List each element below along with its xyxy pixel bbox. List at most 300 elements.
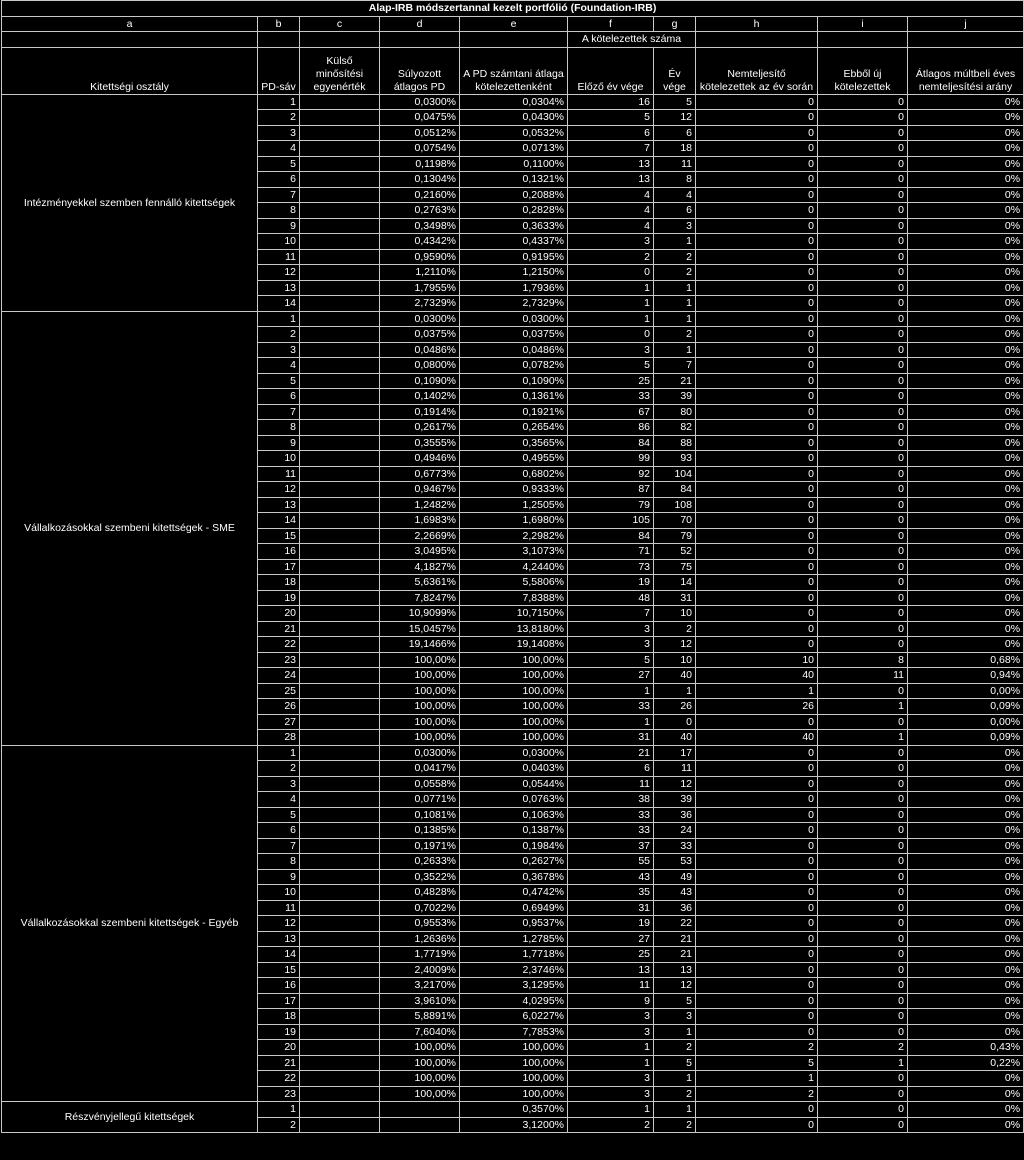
year-end-cell: 11 — [654, 761, 696, 777]
weighted-avg-pd-cell: 0,1198% — [380, 156, 460, 172]
avg-default-rate-cell: 0% — [908, 203, 1024, 219]
arith-avg-pd-cell: 0,3570% — [460, 1102, 568, 1118]
external-rating-cell — [300, 420, 380, 436]
avg-default-rate-cell: 0% — [908, 792, 1024, 808]
external-rating-cell — [300, 900, 380, 916]
pd-band-cell: 13 — [258, 280, 300, 296]
avg-default-rate-cell: 0% — [908, 900, 1024, 916]
defaulted-cell: 0 — [696, 358, 818, 374]
defaulted-cell: 0 — [696, 978, 818, 994]
weighted-avg-pd-cell: 100,00% — [380, 1055, 460, 1071]
defaulted-cell: 1 — [696, 1071, 818, 1087]
external-rating-cell — [300, 730, 380, 746]
weighted-avg-pd-cell: 0,3522% — [380, 869, 460, 885]
year-end-cell: 1 — [654, 280, 696, 296]
avg-default-rate-cell: 0% — [908, 125, 1024, 141]
prev-year-end-cell: 1 — [568, 280, 654, 296]
avg-default-rate-cell: 0,00% — [908, 683, 1024, 699]
pd-band-cell: 6 — [258, 172, 300, 188]
weighted-avg-pd-cell: 0,2160% — [380, 187, 460, 203]
arith-avg-pd-cell: 2,3746% — [460, 962, 568, 978]
new-obligors-cell: 0 — [818, 218, 908, 234]
prev-year-end-cell: 11 — [568, 776, 654, 792]
defaulted-cell: 0 — [696, 745, 818, 761]
year-end-cell: 40 — [654, 668, 696, 684]
avg-default-rate-cell: 0% — [908, 342, 1024, 358]
exposure-class-cell: Részvényjellegű kitettségek — [2, 1102, 258, 1133]
arith-avg-pd-cell: 1,7936% — [460, 280, 568, 296]
blank-cell — [300, 32, 380, 48]
year-end-cell: 39 — [654, 389, 696, 405]
year-end-cell: 12 — [654, 776, 696, 792]
prev-year-end-cell: 33 — [568, 807, 654, 823]
prev-year-end-cell: 0 — [568, 327, 654, 343]
header-defaulted: Nemteljesítő kötelezettek az év során — [696, 47, 818, 94]
external-rating-cell — [300, 885, 380, 901]
column-letter: f — [568, 16, 654, 32]
new-obligors-cell: 0 — [818, 885, 908, 901]
prev-year-end-cell: 4 — [568, 218, 654, 234]
pd-band-cell: 15 — [258, 962, 300, 978]
avg-default-rate-cell: 0% — [908, 280, 1024, 296]
year-end-cell: 8 — [654, 172, 696, 188]
external-rating-cell — [300, 482, 380, 498]
new-obligors-cell: 0 — [818, 1009, 908, 1025]
arith-avg-pd-cell: 0,0430% — [460, 110, 568, 126]
pd-band-cell: 1 — [258, 745, 300, 761]
year-end-cell: 93 — [654, 451, 696, 467]
defaulted-cell: 0 — [696, 761, 818, 777]
weighted-avg-pd-cell: 100,00% — [380, 714, 460, 730]
year-end-cell: 2 — [654, 1117, 696, 1133]
new-obligors-cell: 0 — [818, 125, 908, 141]
year-end-cell: 43 — [654, 885, 696, 901]
avg-default-rate-cell: 0% — [908, 327, 1024, 343]
column-letter: b — [258, 16, 300, 32]
avg-default-rate-cell: 0% — [908, 389, 1024, 405]
year-end-cell: 1 — [654, 1102, 696, 1118]
prev-year-end-cell: 33 — [568, 389, 654, 405]
defaulted-cell: 0 — [696, 482, 818, 498]
avg-default-rate-cell: 0% — [908, 172, 1024, 188]
year-end-cell: 104 — [654, 466, 696, 482]
weighted-avg-pd-cell: 19,1466% — [380, 637, 460, 653]
pd-band-cell: 8 — [258, 203, 300, 219]
year-end-cell: 21 — [654, 947, 696, 963]
weighted-avg-pd-cell: 100,00% — [380, 668, 460, 684]
external-rating-cell — [300, 358, 380, 374]
pd-band-cell: 3 — [258, 342, 300, 358]
year-end-cell: 10 — [654, 606, 696, 622]
year-end-cell: 40 — [654, 730, 696, 746]
external-rating-cell — [300, 559, 380, 575]
external-rating-cell — [300, 218, 380, 234]
arith-avg-pd-cell: 100,00% — [460, 668, 568, 684]
pd-band-cell: 3 — [258, 125, 300, 141]
pd-band-cell: 13 — [258, 497, 300, 513]
pd-band-cell: 22 — [258, 1071, 300, 1087]
avg-default-rate-cell: 0% — [908, 962, 1024, 978]
obligors-group-header: A kötelezettek száma — [568, 32, 696, 48]
external-rating-cell — [300, 373, 380, 389]
new-obligors-cell: 0 — [818, 358, 908, 374]
arith-avg-pd-cell: 0,0304% — [460, 94, 568, 110]
new-obligors-cell: 0 — [818, 916, 908, 932]
new-obligors-cell: 0 — [818, 187, 908, 203]
avg-default-rate-cell: 0% — [908, 745, 1024, 761]
arith-avg-pd-cell: 100,00% — [460, 1055, 568, 1071]
header-new-obligors: Ebből új kötelezettek — [818, 47, 908, 94]
external-rating-cell — [300, 699, 380, 715]
pd-band-cell: 11 — [258, 249, 300, 265]
arith-avg-pd-cell: 7,7853% — [460, 1024, 568, 1040]
arith-avg-pd-cell: 2,2982% — [460, 528, 568, 544]
defaulted-cell: 0 — [696, 575, 818, 591]
external-rating-cell — [300, 1024, 380, 1040]
weighted-avg-pd-cell: 4,1827% — [380, 559, 460, 575]
prev-year-end-cell: 5 — [568, 652, 654, 668]
arith-avg-pd-cell: 0,1100% — [460, 156, 568, 172]
avg-default-rate-cell: 0,09% — [908, 730, 1024, 746]
defaulted-cell: 0 — [696, 993, 818, 1009]
year-end-cell: 31 — [654, 590, 696, 606]
avg-default-rate-cell: 0% — [908, 885, 1024, 901]
prev-year-end-cell: 3 — [568, 637, 654, 653]
defaulted-cell: 5 — [696, 1055, 818, 1071]
weighted-avg-pd-cell: 15,0457% — [380, 621, 460, 637]
column-letter: a — [2, 16, 258, 32]
weighted-avg-pd-cell: 0,1971% — [380, 838, 460, 854]
external-rating-cell — [300, 792, 380, 808]
weighted-avg-pd-cell: 0,2763% — [380, 203, 460, 219]
avg-default-rate-cell: 0% — [908, 621, 1024, 637]
new-obligors-cell: 0 — [818, 327, 908, 343]
avg-default-rate-cell: 0% — [908, 590, 1024, 606]
year-end-cell: 1 — [654, 683, 696, 699]
year-end-cell: 22 — [654, 916, 696, 932]
group-header-row — [2, 32, 1024, 48]
weighted-avg-pd-cell: 0,0300% — [380, 311, 460, 327]
defaulted-cell: 0 — [696, 590, 818, 606]
prev-year-end-cell: 27 — [568, 668, 654, 684]
weighted-avg-pd-cell: 0,9553% — [380, 916, 460, 932]
avg-default-rate-cell: 0% — [908, 187, 1024, 203]
avg-default-rate-cell: 0% — [908, 1086, 1024, 1102]
defaulted-cell: 40 — [696, 668, 818, 684]
year-end-cell: 39 — [654, 792, 696, 808]
new-obligors-cell: 0 — [818, 962, 908, 978]
arith-avg-pd-cell: 4,0295% — [460, 993, 568, 1009]
new-obligors-cell: 0 — [818, 94, 908, 110]
avg-default-rate-cell: 0% — [908, 218, 1024, 234]
avg-default-rate-cell: 0% — [908, 249, 1024, 265]
pd-band-cell: 5 — [258, 807, 300, 823]
arith-avg-pd-cell: 100,00% — [460, 699, 568, 715]
new-obligors-cell: 0 — [818, 869, 908, 885]
avg-default-rate-cell: 0% — [908, 513, 1024, 529]
pd-band-cell: 14 — [258, 947, 300, 963]
external-rating-cell — [300, 296, 380, 312]
external-rating-cell — [300, 1086, 380, 1102]
year-end-cell: 70 — [654, 513, 696, 529]
weighted-avg-pd-cell: 0,2633% — [380, 854, 460, 870]
title-row — [2, 1, 1024, 17]
column-letter: d — [380, 16, 460, 32]
pd-band-cell: 23 — [258, 652, 300, 668]
defaulted-cell: 2 — [696, 1040, 818, 1056]
new-obligors-cell: 0 — [818, 311, 908, 327]
external-rating-cell — [300, 637, 380, 653]
new-obligors-cell: 0 — [818, 234, 908, 250]
new-obligors-cell: 0 — [818, 823, 908, 839]
arith-avg-pd-cell: 100,00% — [460, 683, 568, 699]
defaulted-cell: 0 — [696, 404, 818, 420]
prev-year-end-cell: 99 — [568, 451, 654, 467]
defaulted-cell: 0 — [696, 823, 818, 839]
new-obligors-cell: 0 — [818, 156, 908, 172]
year-end-cell: 2 — [654, 327, 696, 343]
year-end-cell: 3 — [654, 1009, 696, 1025]
arith-avg-pd-cell: 1,6980% — [460, 513, 568, 529]
prev-year-end-cell: 0 — [568, 265, 654, 281]
new-obligors-cell: 0 — [818, 1086, 908, 1102]
defaulted-cell: 0 — [696, 714, 818, 730]
year-end-cell: 82 — [654, 420, 696, 436]
year-end-cell: 2 — [654, 1040, 696, 1056]
pd-band-cell: 6 — [258, 389, 300, 405]
prev-year-end-cell: 79 — [568, 497, 654, 513]
pd-band-cell: 21 — [258, 621, 300, 637]
year-end-cell: 14 — [654, 575, 696, 591]
new-obligors-cell: 0 — [818, 978, 908, 994]
weighted-avg-pd-cell: 5,6361% — [380, 575, 460, 591]
external-rating-cell — [300, 404, 380, 420]
arith-avg-pd-cell: 0,2088% — [460, 187, 568, 203]
weighted-avg-pd-cell: 0,1304% — [380, 172, 460, 188]
defaulted-cell: 0 — [696, 327, 818, 343]
external-rating-cell — [300, 931, 380, 947]
new-obligors-cell: 0 — [818, 404, 908, 420]
avg-default-rate-cell: 0% — [908, 373, 1024, 389]
prev-year-end-cell: 86 — [568, 420, 654, 436]
pd-band-cell: 20 — [258, 606, 300, 622]
weighted-avg-pd-cell: 0,6773% — [380, 466, 460, 482]
new-obligors-cell: 2 — [818, 1040, 908, 1056]
pd-band-cell: 18 — [258, 1009, 300, 1025]
pd-band-cell: 2 — [258, 1117, 300, 1133]
prev-year-end-cell: 31 — [568, 900, 654, 916]
prev-year-end-cell: 1 — [568, 683, 654, 699]
defaulted-cell: 0 — [696, 900, 818, 916]
new-obligors-cell: 8 — [818, 652, 908, 668]
prev-year-end-cell: 2 — [568, 249, 654, 265]
year-end-cell: 12 — [654, 978, 696, 994]
weighted-avg-pd-cell: 0,0375% — [380, 327, 460, 343]
arith-avg-pd-cell: 0,3678% — [460, 869, 568, 885]
prev-year-end-cell: 84 — [568, 528, 654, 544]
arith-avg-pd-cell: 0,0403% — [460, 761, 568, 777]
avg-default-rate-cell: 0% — [908, 435, 1024, 451]
weighted-avg-pd-cell: 0,4342% — [380, 234, 460, 250]
prev-year-end-cell: 67 — [568, 404, 654, 420]
arith-avg-pd-cell: 3,1200% — [460, 1117, 568, 1133]
blank-cell — [818, 32, 908, 48]
blank-cell — [2, 32, 258, 48]
blank-cell — [908, 32, 1024, 48]
prev-year-end-cell: 13 — [568, 962, 654, 978]
weighted-avg-pd-cell: 3,0495% — [380, 544, 460, 560]
new-obligors-cell: 0 — [818, 900, 908, 916]
year-end-cell: 21 — [654, 373, 696, 389]
avg-default-rate-cell: 0,00% — [908, 714, 1024, 730]
external-rating-cell — [300, 280, 380, 296]
weighted-avg-pd-cell: 0,0300% — [380, 94, 460, 110]
year-end-cell: 11 — [654, 156, 696, 172]
header-year-end: Év vége — [654, 47, 696, 94]
external-rating-cell — [300, 327, 380, 343]
weighted-avg-pd-cell: 1,6983% — [380, 513, 460, 529]
year-end-cell: 75 — [654, 559, 696, 575]
year-end-cell: 80 — [654, 404, 696, 420]
avg-default-rate-cell: 0% — [908, 296, 1024, 312]
year-end-cell: 1 — [654, 296, 696, 312]
defaulted-cell: 0 — [696, 637, 818, 653]
arith-avg-pd-cell: 0,2828% — [460, 203, 568, 219]
avg-default-rate-cell: 0% — [908, 420, 1024, 436]
new-obligors-cell: 1 — [818, 699, 908, 715]
column-letter: g — [654, 16, 696, 32]
new-obligors-cell: 0 — [818, 497, 908, 513]
weighted-avg-pd-cell: 0,0512% — [380, 125, 460, 141]
year-end-cell: 52 — [654, 544, 696, 560]
external-rating-cell — [300, 1055, 380, 1071]
external-rating-cell — [300, 745, 380, 761]
new-obligors-cell: 0 — [818, 435, 908, 451]
new-obligors-cell: 0 — [818, 621, 908, 637]
year-end-cell: 1 — [654, 311, 696, 327]
external-rating-cell — [300, 528, 380, 544]
weighted-avg-pd-cell: 0,1090% — [380, 373, 460, 389]
prev-year-end-cell: 13 — [568, 156, 654, 172]
arith-avg-pd-cell: 0,4955% — [460, 451, 568, 467]
weighted-avg-pd-cell: 0,0754% — [380, 141, 460, 157]
weighted-avg-pd-cell: 0,0771% — [380, 792, 460, 808]
pd-band-cell: 19 — [258, 1024, 300, 1040]
avg-default-rate-cell: 0% — [908, 575, 1024, 591]
arith-avg-pd-cell: 0,2627% — [460, 854, 568, 870]
external-rating-cell — [300, 497, 380, 513]
arith-avg-pd-cell: 0,9195% — [460, 249, 568, 265]
avg-default-rate-cell: 0% — [908, 544, 1024, 560]
external-rating-cell — [300, 807, 380, 823]
arith-avg-pd-cell: 1,2785% — [460, 931, 568, 947]
pd-band-cell: 12 — [258, 482, 300, 498]
year-end-cell: 84 — [654, 482, 696, 498]
avg-default-rate-cell: 0% — [908, 466, 1024, 482]
defaulted-cell: 0 — [696, 373, 818, 389]
arith-avg-pd-cell: 0,9537% — [460, 916, 568, 932]
column-letter: j — [908, 16, 1024, 32]
prev-year-end-cell: 6 — [568, 125, 654, 141]
avg-default-rate-cell: 0% — [908, 1102, 1024, 1118]
arith-avg-pd-cell: 0,0300% — [460, 311, 568, 327]
pd-band-cell: 11 — [258, 900, 300, 916]
new-obligors-cell: 0 — [818, 373, 908, 389]
defaulted-cell: 0 — [696, 1024, 818, 1040]
year-end-cell: 5 — [654, 993, 696, 1009]
defaulted-cell: 0 — [696, 420, 818, 436]
avg-default-rate-cell: 0% — [908, 94, 1024, 110]
defaulted-cell: 0 — [696, 249, 818, 265]
arith-avg-pd-cell: 0,0375% — [460, 327, 568, 343]
external-rating-cell — [300, 714, 380, 730]
defaulted-cell: 0 — [696, 218, 818, 234]
pd-band-cell: 4 — [258, 141, 300, 157]
year-end-cell: 2 — [654, 249, 696, 265]
arith-avg-pd-cell: 0,0713% — [460, 141, 568, 157]
column-letter: c — [300, 16, 380, 32]
avg-default-rate-cell: 0% — [908, 947, 1024, 963]
pd-band-cell: 19 — [258, 590, 300, 606]
defaulted-cell: 40 — [696, 730, 818, 746]
pd-band-cell: 18 — [258, 575, 300, 591]
external-rating-cell — [300, 606, 380, 622]
blank-cell — [258, 32, 300, 48]
prev-year-end-cell: 19 — [568, 575, 654, 591]
new-obligors-cell: 0 — [818, 776, 908, 792]
year-end-cell: 5 — [654, 1055, 696, 1071]
pd-band-cell: 4 — [258, 792, 300, 808]
external-rating-cell — [300, 854, 380, 870]
year-end-cell: 36 — [654, 807, 696, 823]
table-row — [2, 311, 1024, 327]
pd-band-cell: 26 — [258, 699, 300, 715]
arith-avg-pd-cell: 0,1063% — [460, 807, 568, 823]
prev-year-end-cell: 1 — [568, 1040, 654, 1056]
weighted-avg-pd-cell: 1,7719% — [380, 947, 460, 963]
arith-avg-pd-cell: 0,3565% — [460, 435, 568, 451]
new-obligors-cell: 0 — [818, 342, 908, 358]
year-end-cell: 1 — [654, 234, 696, 250]
arith-avg-pd-cell: 100,00% — [460, 1040, 568, 1056]
defaulted-cell: 0 — [696, 435, 818, 451]
prev-year-end-cell: 73 — [568, 559, 654, 575]
weighted-avg-pd-cell: 0,3555% — [380, 435, 460, 451]
pd-band-cell: 25 — [258, 683, 300, 699]
avg-default-rate-cell: 0% — [908, 1024, 1024, 1040]
exposure-class-cell: Vállalkozásokkal szembeni kitettségek - SME — [2, 311, 258, 745]
new-obligors-cell: 0 — [818, 203, 908, 219]
defaulted-cell: 0 — [696, 869, 818, 885]
prev-year-end-cell: 1 — [568, 1102, 654, 1118]
prev-year-end-cell: 27 — [568, 931, 654, 947]
arith-avg-pd-cell: 0,9333% — [460, 482, 568, 498]
column-letter-row — [2, 16, 1024, 32]
pd-band-cell: 6 — [258, 823, 300, 839]
prev-year-end-cell: 1 — [568, 311, 654, 327]
pd-band-cell: 1 — [258, 311, 300, 327]
prev-year-end-cell: 35 — [568, 885, 654, 901]
year-end-cell: 49 — [654, 869, 696, 885]
year-end-cell: 10 — [654, 652, 696, 668]
external-rating-cell — [300, 1117, 380, 1133]
year-end-cell: 79 — [654, 528, 696, 544]
prev-year-end-cell: 4 — [568, 187, 654, 203]
new-obligors-cell: 0 — [818, 110, 908, 126]
year-end-cell: 5 — [654, 94, 696, 110]
arith-avg-pd-cell: 0,0532% — [460, 125, 568, 141]
pd-band-cell: 7 — [258, 404, 300, 420]
